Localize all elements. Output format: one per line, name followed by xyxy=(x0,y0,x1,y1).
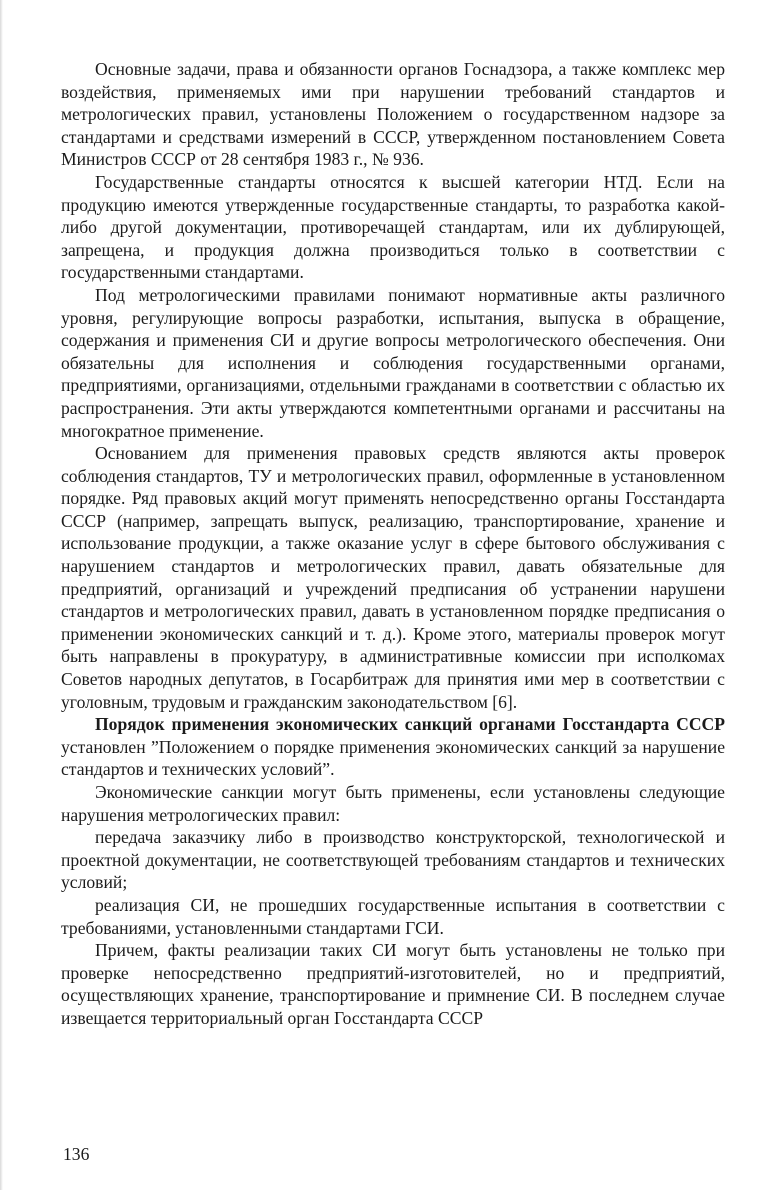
paragraph-facts-of-sale: Причем, факты реализации таких СИ могут быть установлены не только при проверке непосредственно предприятий-изготовителей, но и предприятий, осуществляющих хранение, транспортирование и примнение СИ. В последнем случае извещается территориальный орган Госстандарта СССР xyxy=(61,940,725,1028)
paragraph-violation-documentation: передача заказчику либо в производство конструкторской, технологической и проектной документации, не соответствующей требованиям стандартов и технических условий; xyxy=(61,827,725,893)
paragraph-state-standards: Государственные стандарты относятся к высшей категории НТД. Если на продукцию имеются утвержденные государственные стандарты, то разработка какой-либо другой документации, противоречащей стандартам, или их дублирующей, запрещена, и продукция должна производиться только в соответствии с государственными стандартами. xyxy=(61,171,725,283)
heading-economic-sanctions-order: Порядок применения экономических санкций органами Госстандарта СССР xyxy=(95,714,725,735)
paragraph-metrological-rules: Под метрологическими правилами понимают нормативные акты различного уровня, регулирующие вопросы разработки, испытания, выпуска в обращение, содержания и применения СИ и другие вопросы метрологического обеспечения. Они обязательны для исполнения и соблюдения государственными органами, предприятиями, организациями, отдельными гражданами в соответствии с областью их распространения. Эти акты утверждаются компетентными органами и рассчитаны на многократное применение. xyxy=(61,284,725,441)
paragraph-economic-sanctions-order-text: установлен ”Положением о порядке применения экономических санкций за нарушение стандартов и технических условий”. xyxy=(61,736,725,780)
page-number: 136 xyxy=(63,1144,90,1164)
scan-edge xyxy=(0,0,3,1190)
paragraph-gosnadzor-duties: Основные задачи, права и обязанности органов Госнадзора, а также комплекс мер воздействия, применяемых ими при нарушении требований стандартов и метрологических правил, установлены Положением о государственном надзоре за стандартами и средствами измерений в СССР, утвержденном постановлением Совета Министров СССР от 28 сентября 1983 г., № 936. xyxy=(61,59,725,170)
paragraph-legal-means: Основанием для применения правовых средств являются акты проверок соблюдения стандартов, ТУ и метрологических правил, оформленные в установленном порядке. Ряд правовых акций могут применять непосредственно органы Госстандарта СССР (например, запрещать выпуск, реализацию, транспортирование, хранение и использование продукции, а также оказание услуг в сфере бытового обслуживания с нарушением стандартов и метрологических правил, давать обязательные для предприятий, организаций и учреждений предписания об устранении нарушени стандартов и метрологических правил, давать в установленном порядке предписания о применении экономических санкций и т. д.). Кроме этого, материалы проверок могут быть направлены в прокуратуру, в административные комиссии при исполкомах Советов народных депутатов, в Госарбитраж для принятия ими мер в соответствии с уголовным, трудовым и гражданским законодательством [6]. xyxy=(61,443,725,712)
paragraph-violation-instruments: реализация СИ, не прошедших государственные испытания в соответствии с требованиями, установленными стандартами ГСИ. xyxy=(61,894,725,938)
paragraph-sanctions-conditions: Экономические санкции могут быть применены, если установлены следующие нарушения метрологических правил: xyxy=(61,782,725,825)
document-page xyxy=(61,58,725,1030)
paragraph-economic-sanctions-order xyxy=(61,713,725,781)
